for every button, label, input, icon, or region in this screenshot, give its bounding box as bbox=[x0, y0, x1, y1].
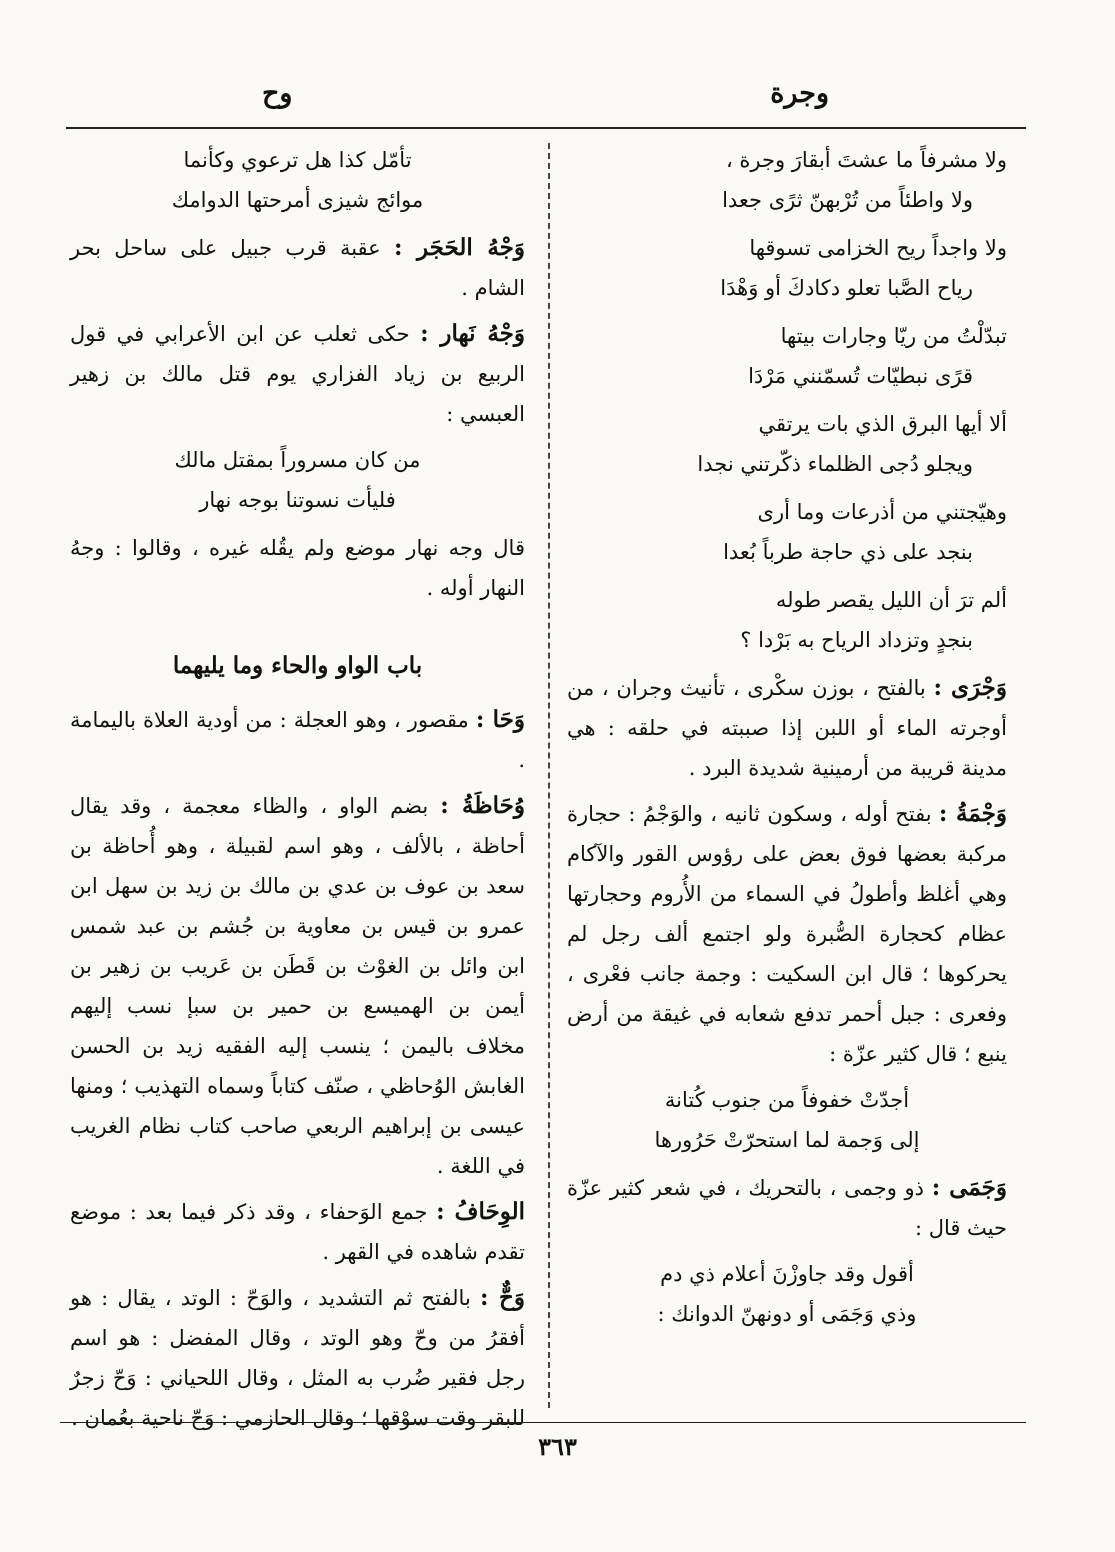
verse bbox=[567, 316, 1007, 396]
hemistich-1: أجدّتْ خفوفاً من جنوب كُتانة bbox=[664, 1088, 910, 1112]
footer-rule bbox=[60, 1422, 1026, 1423]
entry-text: عقبة قرب جبيل على ساحل بحر الشام . bbox=[70, 236, 525, 300]
verse bbox=[567, 1254, 1007, 1334]
entry-text: حكى ثعلب عن ابن الأعرابي في قول الربيع بن زياد الفزاري يوم قتل مالك بن زهير العبسي : bbox=[70, 322, 525, 426]
verse bbox=[567, 1080, 1007, 1160]
header-rule bbox=[66, 127, 1026, 129]
hemistich-1: من كان مسروراً بمقتل مالك bbox=[174, 448, 421, 472]
hemistich-1: ولا واجداً ريح الخزامى تسوقها bbox=[749, 236, 1007, 260]
headword: وُحَاظَةُ : bbox=[440, 792, 526, 819]
headword: وَجْرَى : bbox=[933, 674, 1007, 701]
hemistich-2: بنجد على ذي حاجة طرباً بُعدا bbox=[723, 540, 973, 564]
hemistich-1: ولا مشرفاً ما عشتَ أبقارَ وجرة ، bbox=[725, 148, 1007, 172]
hemistich-2: قرًى نبطيّات تُسمّنني مَرْدَا bbox=[748, 364, 973, 388]
verse bbox=[70, 140, 525, 220]
hemistich-2: ويجلو دُجى الظلماء ذكّرتني نجدا bbox=[697, 452, 973, 476]
entry-wajra bbox=[567, 668, 1007, 788]
hemistich-1: تأمّل كذا هل ترعوي وكأنما bbox=[183, 148, 412, 172]
running-head-left: وح bbox=[262, 78, 293, 109]
entry-wahh bbox=[70, 1278, 525, 1438]
hemistich-2: ولا واطئاً من تُرْبهنّ ثرًى جعدا bbox=[722, 188, 973, 212]
headword: وَجْهُ الحَجَر : bbox=[393, 234, 525, 261]
hemistich-1: ألا أيها البرق الذي بات يرتقي bbox=[758, 412, 1007, 436]
hemistich-1: ألم ترَ أن الليل يقصر طوله bbox=[775, 588, 1007, 612]
column-divider bbox=[548, 143, 550, 1408]
verse bbox=[567, 404, 1007, 484]
section-title: باب الواو والحاء وما يليهما bbox=[172, 652, 423, 679]
hemistich-2: فليأت نسوتنا بوجه نهار bbox=[199, 488, 396, 512]
hemistich-2: بنجدٍ وتزداد الرياح به بَرْدا ؟ bbox=[740, 628, 973, 652]
hemistich-1: تبدّلْتُ من ريّا وجارات بيتها bbox=[780, 324, 1007, 348]
headword: وَجَمَى : bbox=[931, 1174, 1007, 1201]
headword: وَجْمَةُ : bbox=[938, 800, 1008, 827]
entry-wihaf bbox=[70, 1192, 525, 1272]
right-column bbox=[567, 140, 1007, 1342]
hemistich-1: وهيّجتني من أذرعات وما أرى bbox=[757, 500, 1007, 524]
entry-wajma bbox=[567, 794, 1007, 1074]
page-number: ٣٦٣ bbox=[538, 1432, 577, 1461]
headword: وَحَا : bbox=[475, 706, 525, 733]
headword: وَحٌّ : bbox=[480, 1284, 526, 1311]
hemistich-2: رياح الصَّبا تعلو دكادكَ أو وَهْدَا bbox=[720, 276, 973, 300]
entry-text: بالفتح ثم التشديد ، والوَحّ : الوتد ، يقال : هو أفقرُ من وحّ وهو الوتد ، وقال المفضل : هو اسم رجل فقير ضُرب به المثل ، وقال اللحياني : وَحّ زجرٌ للبقر وقت سوْقها ؛ وقال الحازمي : وَحّ ناحية بعُمان . bbox=[70, 1286, 525, 1430]
hemistich-2: وذي وَجَمَى أو دونهنّ الدوانك : bbox=[657, 1302, 917, 1326]
verse bbox=[70, 440, 525, 520]
verse bbox=[567, 580, 1007, 660]
entry-note: قال وجه نهار موضع ولم يقُله غيره ، وقالوا : وجهُ النهار أوله . bbox=[70, 536, 525, 600]
entry-wuhadha bbox=[70, 786, 525, 1186]
entry-text: ذو وجمى ، بالتحريك ، في شعر كثير عزّة حيث قال : bbox=[567, 1176, 1007, 1240]
hemistich-2: إلى وَجمة لما استحرّتْ حَرُورها bbox=[654, 1128, 920, 1152]
entry-wajh-nahar bbox=[70, 314, 525, 434]
running-head-right: وجرة bbox=[770, 78, 829, 109]
headword: الوِحَافُ : bbox=[436, 1198, 525, 1225]
entry-wajh-al-hajar bbox=[70, 228, 525, 308]
entry-text: بالفتح ، بوزن سكْرى ، تأنيث وجران ، من أوجرته الماء أو اللبن إذا صببته في حلقه : هي مدينة قريبة من أرمينية شديدة البرد . bbox=[567, 676, 1007, 780]
headword: وَجْهُ نَهار : bbox=[420, 320, 525, 347]
entry-waha bbox=[70, 700, 525, 780]
hemistich-2: موائج شيزى أمرحتها الدوامك bbox=[171, 188, 424, 212]
entry-wajama bbox=[567, 1168, 1007, 1248]
left-column bbox=[70, 140, 525, 1444]
entry-text: بفتح أوله ، وسكون ثانيه ، والوَجْمُ : حجارة مركبة بعضها فوق بعض على رؤوس القور والآكام وهي أغلظ وأطولُ في السماء من الأُروم وحجارتها عظام كحجارة الصُّبرة ولو اجتمع ألف رجل لم يحركوها ؛ قال ابن السكيت : وجمة جانب فعْرى ، وفعرى : جبل أحمر تدفع شعابه في غيقة من أرض ينبع ؛ قال كثير عزّة : bbox=[567, 802, 1007, 1066]
entry-text: بضم الواو ، والظاء معجمة ، وقد يقال أحاظة ، بالألف ، وهو اسم لقبيلة ، وهو أُحاظة بن سعد بن عوف بن عدي بن مالك بن زيد بن سهل ابن عمرو بن قيس بن معاوية بن جُشم بن عبد شمس ابن وائل بن الغوْث بن قَطَن بن عَريب بن زهير بن أيمن بن الهميسع بن حمير بن سبإ نسب إليهم مخلاف باليمن ؛ ينسب إليه الفقيه زيد بن الحسن الغابش الوُحاظي ، صنّف كتاباً وسماه التهذيب ؛ ومنها عيسى بن إبراهيم الربعي صاحب كتاب نظام الغريب في اللغة . bbox=[70, 794, 525, 1178]
verse bbox=[567, 228, 1007, 308]
verse bbox=[567, 140, 1007, 220]
entry-text: جمع الوَحفاء ، وقد ذكر فيما بعد : موضع تقدم شاهده في القهر . bbox=[70, 1200, 525, 1264]
verse bbox=[567, 492, 1007, 572]
hemistich-1: أقول وقد جاوزْنَ أعلام ذي دم bbox=[660, 1262, 914, 1286]
entry-text: مقصور ، وهو العجلة : من أودية العلاة باليمامة . bbox=[70, 708, 525, 772]
